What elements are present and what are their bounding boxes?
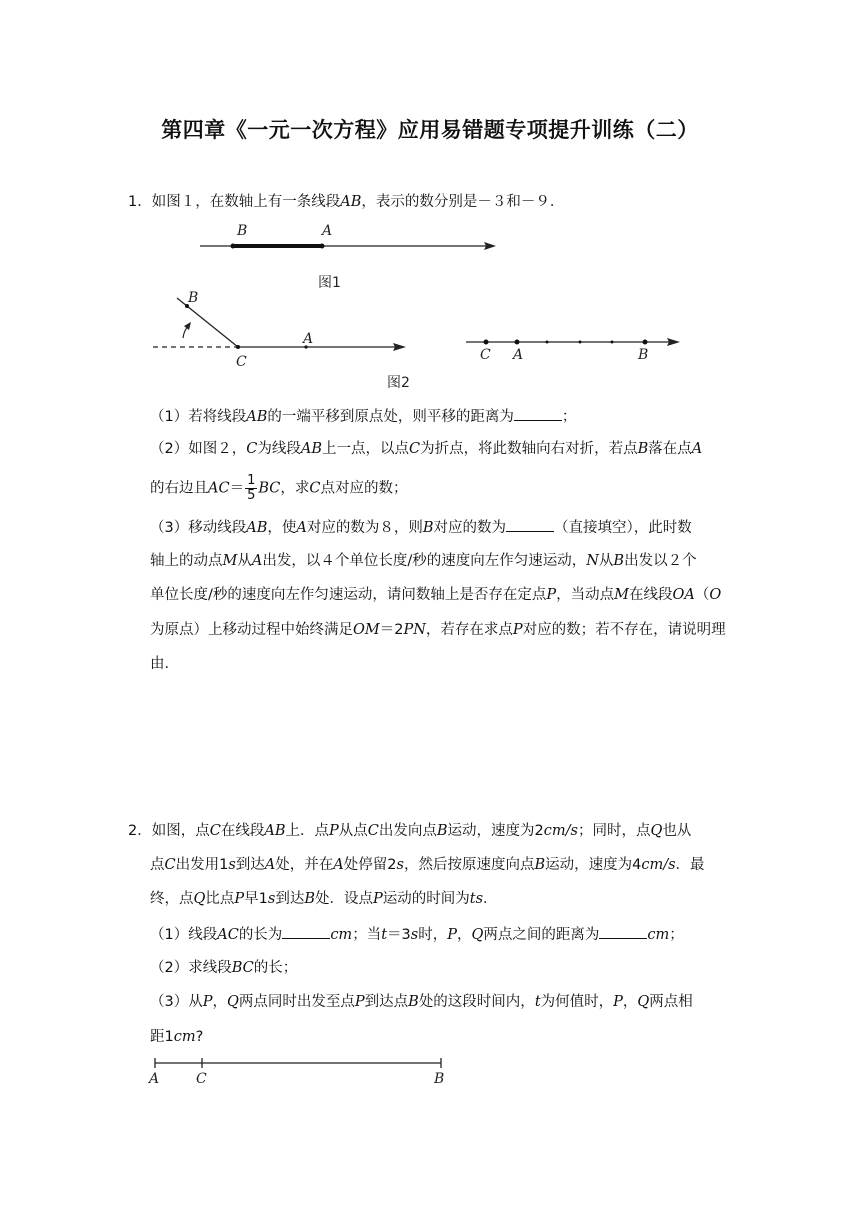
q1-part-1: （1）若将线段AB的一端平移到原点处，则平移的距离为 ； bbox=[150, 406, 576, 427]
q2-stem-line-1: 2．如图，点C在线段AB上．点P从点C出发向点B运动，速度为2cm/s；同时，点Q也从 bbox=[128, 823, 692, 839]
label-a: A bbox=[303, 331, 314, 347]
label-b: B bbox=[638, 347, 649, 363]
q1-figure-1 bbox=[0, 0, 860, 400]
answer-blank[interactable] bbox=[599, 924, 647, 939]
answer-blank[interactable] bbox=[514, 406, 562, 421]
page-title: 第四章《一元一次方程》应用易错题专项提升训练（二） bbox=[161, 118, 699, 142]
q2-part-3-line-1: （3）从P，Q两点同时出发至点P到达点B处的这段时间内，t为何值时，P，Q两点相 bbox=[150, 994, 693, 1010]
answer-blank[interactable] bbox=[506, 517, 554, 532]
label-b: B bbox=[188, 290, 199, 306]
q1-part-3-line-4: 为原点）上移动过程中始终满足OM＝2PN，若存在求点P对应的数；若不存在，请说明理 bbox=[150, 622, 726, 638]
label-a: A bbox=[149, 1071, 160, 1087]
q2-part-3-line-2: 距1cm? bbox=[150, 1029, 204, 1045]
q2-part-1: （1）线段AC的长为 cm；当t＝3s时，P，Q两点之间的距离为 cm； bbox=[150, 924, 684, 945]
q2-stem-line-2: 点C出发用1s到达A处，并在A处停留2s，然后按原速度向点B运动，速度为4cm/s．最 bbox=[150, 857, 705, 873]
fig2-caption: 图2 bbox=[387, 375, 410, 391]
label-b: B bbox=[237, 223, 248, 239]
label-c: C bbox=[236, 354, 247, 370]
q2-part-2: （2）求线段BC的长； bbox=[150, 960, 298, 976]
fig1-caption: 图1 bbox=[318, 275, 341, 291]
label-a: A bbox=[322, 223, 333, 239]
q1-part-2-line-1: （2）如图２，C为线段AB上一点，以点C为折点，将此数轴向右对折，若点B落在点A bbox=[150, 441, 703, 457]
label-c: C bbox=[196, 1071, 207, 1087]
fraction: $\frac{1}{5}$ bbox=[247, 473, 256, 503]
q2-figure bbox=[0, 1050, 860, 1100]
answer-blank[interactable] bbox=[282, 924, 330, 939]
q1-part-3-line-3: 单位长度/秒的速度向左作匀速运动，请问数轴上是否存在定点P，当动点M在线段OA（O bbox=[150, 587, 722, 603]
label-a: A bbox=[513, 347, 524, 363]
q2-stem-line-3: 终，点Q比点P早1s到达B处．设点P运动的时间为ts． bbox=[150, 891, 498, 907]
q1-part-3-line-5: 由． bbox=[150, 656, 179, 672]
q1-part-2-line-2: 的右边且AC＝ $\frac{1}{5}$ BC，求C点对应的数； bbox=[150, 473, 408, 503]
q1-part-3-line-1: （3）移动线段AB，使A对应的数为８，则B对应的数为 （直接填空），此时数 bbox=[150, 517, 692, 538]
q1-part-3-line-2: 轴上的动点M从A出发，以４个单位长度/秒的速度向左作匀速运动，N从B出发以２个 bbox=[150, 553, 697, 569]
label-b: B bbox=[434, 1071, 445, 1087]
q1-stem: 1．如图１，在数轴上有一条线段AB，表示的数分别是－３和－９． bbox=[128, 194, 565, 210]
label-c: C bbox=[480, 347, 491, 363]
